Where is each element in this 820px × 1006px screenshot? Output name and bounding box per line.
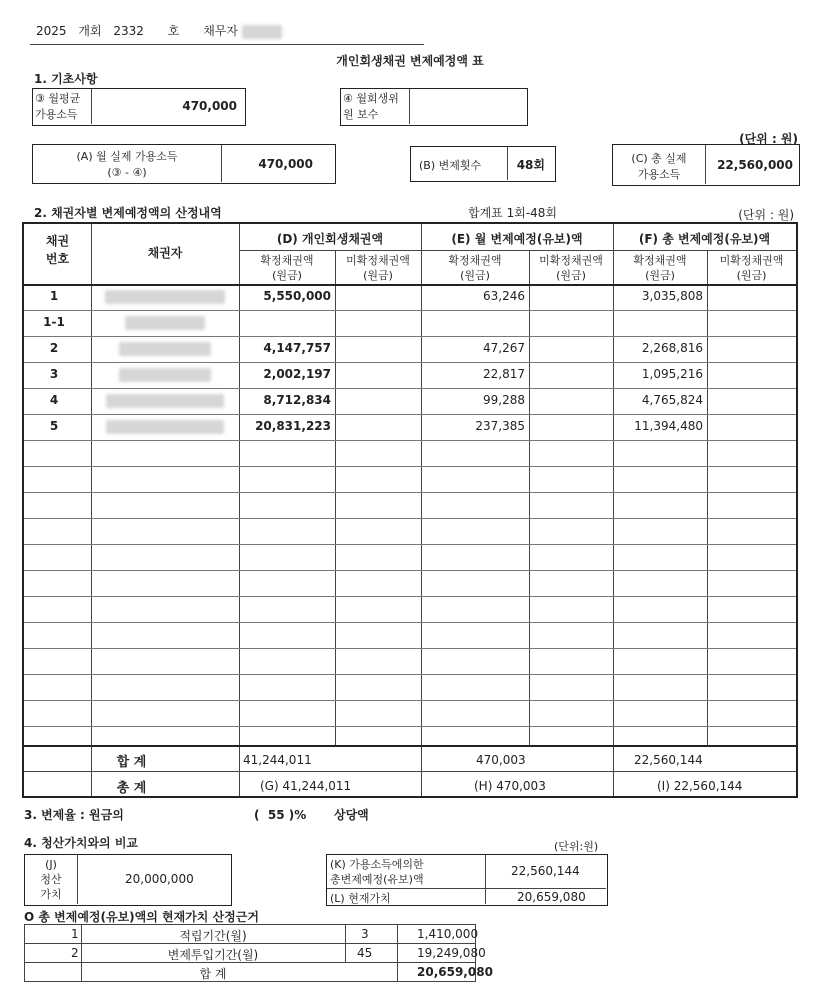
monthly-income-box (32, 88, 246, 126)
row-e: 63,246 (483, 289, 525, 303)
a-label: (A) 월 실제 가용소득 (76, 150, 178, 163)
header-underline (30, 44, 424, 45)
pv-row1-no: 1 (71, 927, 79, 941)
k-label-2: 총변제예정(유보)액 (330, 873, 424, 886)
unit-label-3: (단위:원) (554, 840, 599, 853)
c-value: 22,560,000 (717, 158, 793, 172)
creditor-name-redacted (125, 316, 205, 330)
creditor-table (22, 222, 798, 798)
row-d: 8,712,834 (263, 393, 331, 407)
rate-suffix: 상당액 (334, 808, 369, 822)
d-unfixed-header-2: (원금) (363, 269, 393, 282)
creditor-name-redacted (106, 394, 224, 408)
total-i: (I) 22,560,144 (657, 779, 743, 793)
row-f: 4,765,824 (641, 393, 703, 407)
pv-row1-label: 적립기간(월) (179, 929, 247, 943)
creditor-name-redacted (105, 290, 225, 304)
unit-label-2: (단위 : 원) (738, 208, 794, 222)
j-label-3: 가치 (40, 888, 62, 901)
col-no-header-2: 번호 (45, 252, 70, 266)
total-h: (H) 470,003 (474, 779, 546, 793)
f-unfixed-header-2: (원금) (736, 269, 767, 282)
repayment-rate-label: 3. 변제율 : 원금의 (24, 808, 124, 822)
c-label: (C) 총 실제 (631, 152, 687, 165)
a-box (32, 144, 336, 184)
creditor-name-redacted (106, 420, 224, 434)
k-l-box (326, 854, 608, 906)
unit-label-1: (단위 : 원) (739, 132, 798, 146)
row-e: 47,267 (483, 341, 525, 355)
row-f: 1,095,216 (641, 367, 703, 381)
f-fixed-header: 확정채권액 (633, 254, 687, 267)
c-box (612, 144, 800, 186)
e-fixed-header: 확정채권액 (448, 254, 502, 267)
k-value: 22,560,144 (511, 864, 580, 878)
section5-heading: O 총 변제예정(유보)액의 현재가치 산정근거 (24, 910, 259, 924)
b-box (410, 146, 556, 182)
d-fixed-header: 확정채권액 (260, 254, 314, 267)
case-header (36, 22, 282, 39)
row-no: 2 (49, 341, 59, 355)
trustee-fee-box (340, 88, 528, 126)
col-d-header: (D) 개인회생채권액 (276, 232, 384, 246)
row-no: 3 (49, 367, 59, 381)
row-e: 99,288 (483, 393, 525, 407)
row-no: 5 (49, 419, 59, 433)
col-creditor-header: 채권자 (147, 246, 183, 260)
col-f-header: (F) 총 변제예정(유보)액 (638, 232, 771, 246)
l-label: (L) 현재가치 (330, 892, 391, 905)
row-e: 22,817 (483, 367, 525, 381)
j-value: 20,000,000 (125, 872, 194, 886)
total-label: 총 계 (116, 781, 147, 796)
row-f: 2,268,816 (641, 341, 703, 355)
case-number: 2332 (113, 24, 144, 38)
ho-label: 호 (167, 24, 180, 38)
a-label-2: (③ - ④) (107, 166, 147, 179)
repayment-rate (254, 808, 306, 822)
rate-close: )% (288, 808, 307, 822)
row-d: 2,002,197 (263, 367, 331, 381)
pv-row2-no: 2 (71, 946, 79, 960)
row-no: 4 (49, 393, 59, 407)
b-label: (B) 변제횟수 (419, 159, 482, 172)
pv-sum-label: 합 계 (199, 967, 227, 981)
pv-row1-value: 1,410,000 (417, 927, 479, 941)
row-d: 20,831,223 (255, 419, 331, 433)
schedule-subtitle: 합계표 1회-48회 (468, 206, 558, 220)
section4-heading: 4. 청산가치와의 비교 (24, 836, 139, 850)
row-f: 11,394,480 (634, 419, 703, 433)
f-unfixed-header: 미확정채권액 (719, 254, 784, 267)
col-no-header: 채권 (45, 234, 70, 248)
row-e: 237,385 (475, 419, 525, 433)
row-no: 1 (49, 289, 59, 303)
f-fixed-header-2: (원금) (645, 269, 675, 282)
sum-label: 합 계 (116, 755, 147, 770)
debtor-label: 채무자 (203, 24, 238, 38)
section1-heading: 1. 기초사항 (34, 72, 98, 86)
row-d: 5,550,000 (263, 289, 331, 303)
j-label-2: 청산 (40, 873, 62, 886)
pv-row2-months: 45 (357, 946, 373, 960)
present-value-table (24, 924, 493, 982)
monthly-income-label-2: 가용소득 (35, 108, 78, 121)
page-title: 개인회생채권 변제예정액 표 (336, 54, 484, 68)
rate-open: ( (254, 808, 260, 822)
trustee-fee-label: ④ 월회생위 (343, 92, 399, 105)
l-value: 20,659,080 (517, 890, 586, 904)
d-fixed-header-2: (원금) (272, 269, 302, 282)
pv-sum-value: 20,659,080 (417, 965, 493, 979)
row-f: 3,035,808 (641, 289, 703, 303)
e-fixed-header-2: (원금) (460, 269, 490, 282)
sum-e: 470,003 (476, 753, 526, 767)
b-value: 48회 (516, 158, 545, 172)
col-e-header: (E) 월 변제예정(유보)액 (451, 232, 583, 246)
d-unfixed-header: 미확정채권액 (346, 254, 410, 267)
pv-row1-months: 3 (361, 927, 369, 941)
sum-f: 22,560,144 (634, 753, 703, 767)
pv-row2-value: 19,249,080 (417, 946, 486, 960)
a-value: 470,000 (258, 157, 313, 171)
sum-d: 41,244,011 (243, 753, 312, 767)
monthly-income-value: 470,000 (182, 99, 237, 113)
k-label: (K) 가용소득에의한 (330, 858, 424, 871)
row-no: 1-1 (43, 315, 65, 329)
court-label: 개회 (78, 24, 102, 38)
c-label-2: 가용소득 (637, 168, 681, 181)
liquidation-value-box (24, 854, 232, 906)
case-year: 2025 (36, 24, 67, 38)
monthly-income-label: ③ 월평균 (35, 92, 81, 105)
e-unfixed-header-2: (원금) (556, 269, 586, 282)
total-g: (G) 41,244,011 (260, 779, 352, 793)
section2-heading: 2. 채권자별 변제예정액의 산정내역 (34, 206, 222, 220)
pv-row2-label: 변제투입기간(월) (167, 948, 259, 962)
debtor-name-redacted (242, 25, 282, 39)
creditor-name-redacted (119, 368, 211, 382)
j-label: (J) (45, 858, 57, 871)
creditor-name-redacted (119, 342, 211, 356)
rate-value: 55 (267, 808, 285, 822)
e-unfixed-header: 미확정채권액 (539, 254, 603, 267)
row-d: 4,147,757 (263, 341, 331, 355)
trustee-fee-label-2: 원 보수 (343, 108, 379, 121)
